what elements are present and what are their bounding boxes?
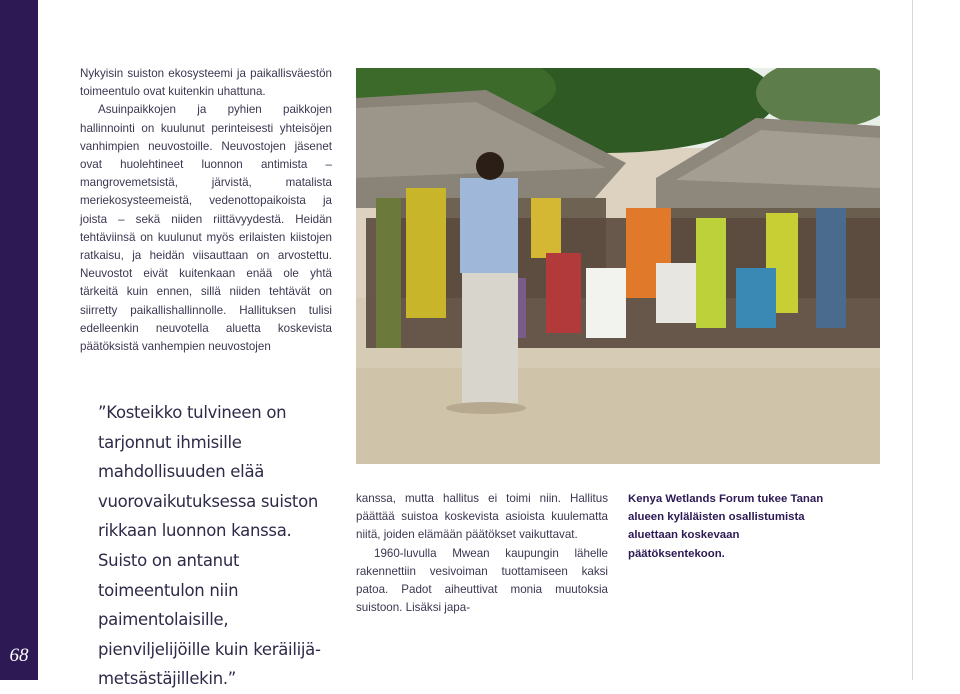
middle-text-column bbox=[356, 490, 608, 617]
left-sidebar-band bbox=[0, 0, 38, 680]
pull-quote: ”Kosteikko tulvineen on tarjonnut ihmisille mahdollisuuden elää vuorovaikutuksessa suiston rikkaan luonnon kanssa. Suisto on antanut toimeentulon niin paimentolaisille, pienviljelijöille kuin keräilijä-metsästäjillekin.” bbox=[98, 403, 321, 689]
photo-caption: Kenya Wetlands Forum tukee Tanan alueen kyläläisten osallistumista aluettaan koskevaan päätöksentekoon. bbox=[628, 493, 824, 560]
middle-paragraph-1: kanssa, mutta hallitus ei toimi niin. Hallitus päättää suistoa koskevista asioista kuulematta niitä, joiden elämään päätökset vaikuttavat. bbox=[356, 492, 608, 542]
body-paragraph-1: Nykyisin suiston ekosysteemi ja paikallisväestön toimeentulo ovat kuitenkin uhattuna. bbox=[80, 67, 332, 99]
right-margin-rule bbox=[912, 0, 913, 680]
village-meeting-photo bbox=[356, 68, 880, 464]
page-number: 68 bbox=[9, 645, 29, 666]
middle-paragraph-2: 1960-luvulla Mwean kaupungin lähelle rakennettiin vesivoiman tuottamiseen kaksi patoa. Padot aiheuttivat monia muutoksia suistoon. Lisäksi japa- bbox=[356, 546, 608, 615]
body-paragraph-2: Asuinpaikkojen ja pyhien paikkojen hallinnointi on kuulunut perinteisesti yhteisöjen vanhimpien neuvostoille. Neuvostojen jäsenet ovat huolehtineet luonnon antimista – mangrovemetsistä, järvistä, matalista meriekosysteemeistä, vedenottopaikoista ja joista – sekä niiden riittävyydestä. Heidän tehtäviinsä on kuulunut myös erilaisten kiistojen ratkaisu, ja heidän viisauttaan on arvostettu. Neuvostot eivät kuitenkaan enää ole yhtä tärkeitä kuin ennen, sillä niiden tehtävät on siirretty paikallishallinnolle. Hallituksen tulisi edelleenkin neuvotella aluetta koskevista päätöksistä vanhempien neuvostojen bbox=[80, 103, 332, 354]
body-text-column bbox=[80, 65, 332, 356]
